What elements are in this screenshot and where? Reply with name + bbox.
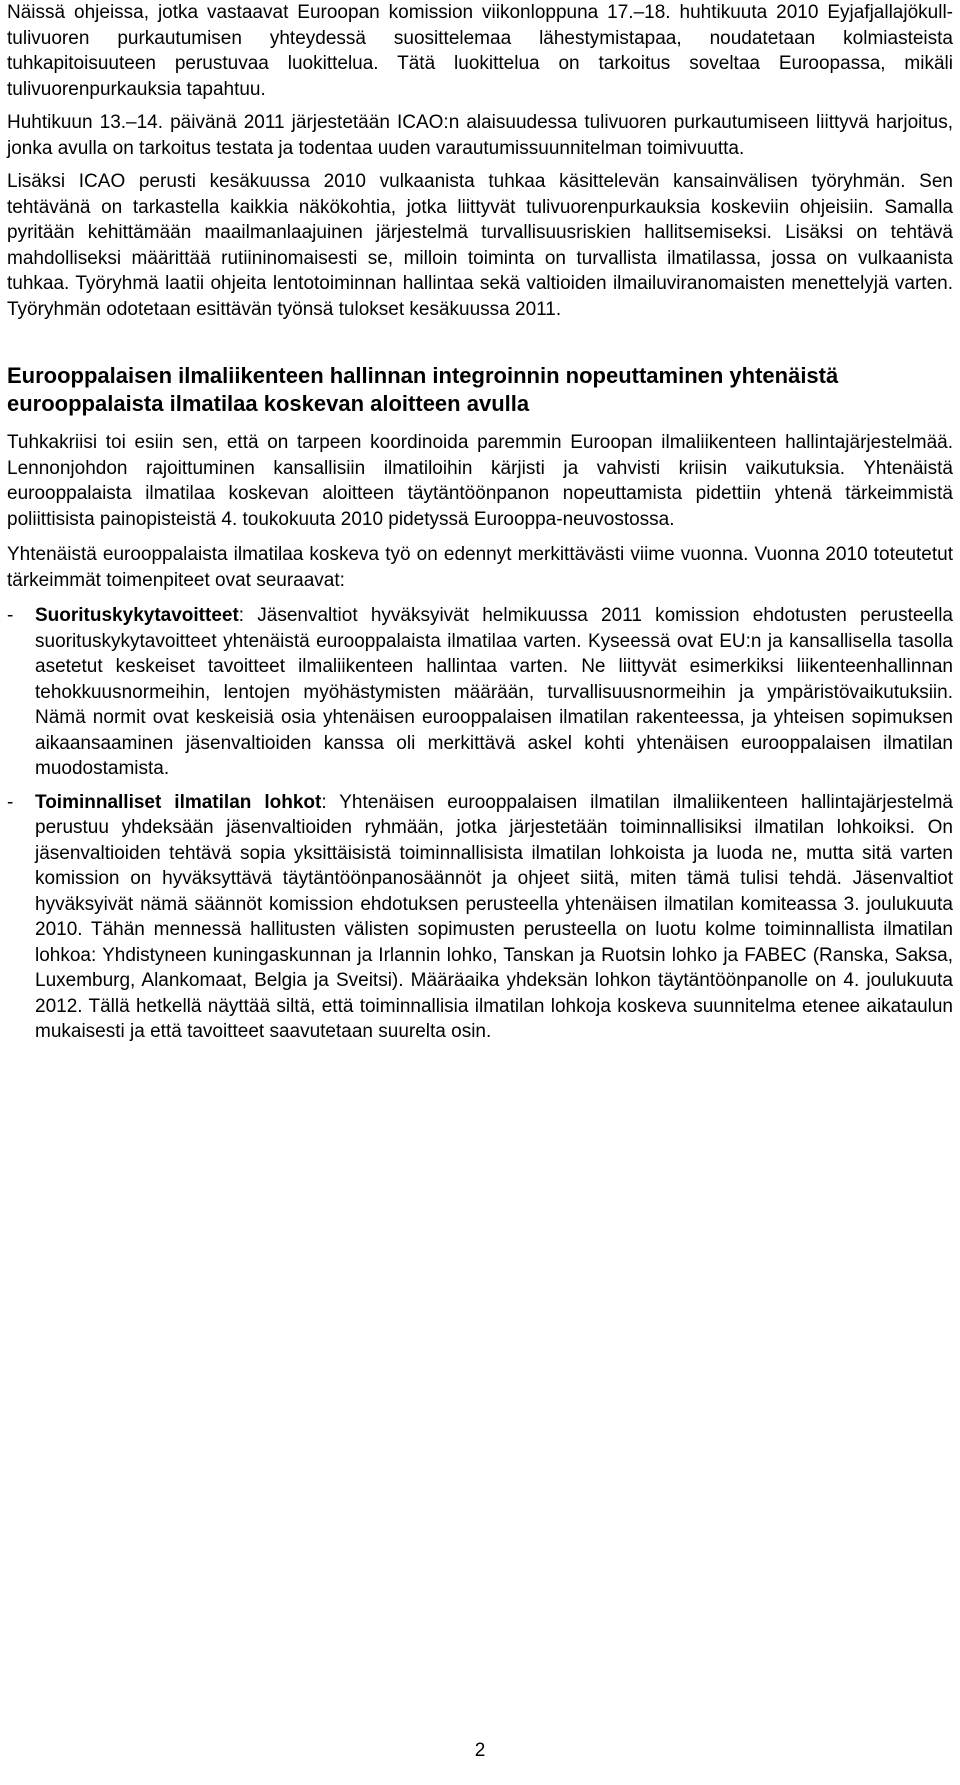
section-paragraph-1: Tuhkakriisi toi esiin sen, että on tarpeen koordinoida paremmin Euroopan ilmaliikenteen hallintajärjestelmää. Lennonjohdon rajoittuminen kansallisiin ilmatiloihin kärjisti ja vahvisti kriisin vaikutuksia. Yhtenäistä eurooppalaista ilmatilaa koskevan aloitteen täytäntöönpanon nopeuttamista pidettiin yhtenä tärkeimmistä poliittisista painopisteistä 4. toukokuuta 2010 pidetyssä Eurooppa-neuvostossa. xyxy=(7,432,953,530)
list-item-term: Toiminnalliset ilmatilan lohkot xyxy=(35,791,322,813)
intro-paragraph-1: Näissä ohjeissa, jotka vastaavat Euroopan komission viikonloppuna 17.–18. huhtikuuta 2010 Eyjafjallajökull-tulivuoren purkautumisen yhteydessä suosittelemaa lähestymistapaa, noudatetaan kolmiasteista tuhkapitoisuuteen perustuvaa luokittelua. Tätä luokittelua on tarkoitus soveltaa Euroopassa, mikäli tulivuorenpurkauksia tapahtuu. xyxy=(7,2,953,100)
list-item-term: Suorituskykytavoitteet xyxy=(35,605,239,626)
list-item-body: : Yhtenäisen eurooppalaisen ilmatilan ilmaliikenteen hallintajärjestelmä perustuu yhdeksään jäsenvaltioiden ryhmään, jotka järjestetään toiminnallisiksi ilmatilan lohkoiksi. On jäsenvaltioiden tehtävä sopia yksittäisistä toiminnallisista ilmatilan lohkoista ja luoda ne, mutta sitä varten komission on hyväksyttävä täytäntöönpanosäännöt ja ohjeet siitä, miten tämä tulisi tehdä. Jäsenvaltiot hyväksyivät nämä säännöt komission ehdotuksen perusteella yhtenäisen ilmatilan komiteassa 3. joulukuuta 2010. Tähän mennessä hallitusten välisten sopimusten perusteella on luotu kolme toiminnallista ilmatilan lohkoa: Yhdistyneen kuningaskunnan ja Irlannin lohko, Tanskan ja Ruotsin lohko ja FABEC (Ranska, Saksa, Luxemburg, Alankomaat, Belgia ja Sveitsi). Määräaika yhdeksän lohkon täytäntöönpanolle on 4. joulukuuta 2012. Tällä hetkellä näyttää siltä, että toiminnallisia ilmatilan lohkoja koskeva suunnitelma etenee aikataulun mukaisesti ja että tavoitteet saavutetaan suurelta osin. xyxy=(35,791,953,1042)
section-paragraph-2: Yhtenäistä eurooppalaista ilmatilaa koskeva työ on edennyt merkittävästi viime vuonna. Vuonna 2010 toteutetut tärkeimmät toimenpiteet ovat seuraavat: xyxy=(7,544,953,591)
list-dash: - xyxy=(7,791,14,813)
intro-paragraph-3: Lisäksi ICAO perusti kesäkuussa 2010 vulkaanista tuhkaa käsittelevän kansainvälisen työryhmän. Sen tehtävänä on tarkastella kaikkia näkökohtia, jotka liittyvät tulivuorenpurkauksia koskeviin ohjeisiin. Samalla pyritään kehittämään maailmanlaajuinen järjestelmä turvallisuusriskien hallitsemiseksi. Lisäksi on tehtävä mahdolliseksi määrittää rutiininomaisesti se, milloin toiminta on turvallista ilmatilassa, jossa on vulkaanista tuhkaa. Työryhmä laatii ohjeita lentotoiminnan hallintaa sekä valtioiden ilmailuviranomaisten menettelyjä varten. Työryhmän odotetaan esittävän työnsä tulokset kesäkuussa 2011. xyxy=(7,171,953,320)
intro-block xyxy=(7,0,953,322)
list-item-performance-targets xyxy=(7,603,953,782)
list-dash: - xyxy=(7,605,14,626)
list-item-text xyxy=(35,790,953,1045)
intro-paragraph-2: Huhtikuun 13.–14. päivänä 2011 järjestetään ICAO:n alaisuudessa tulivuoren purkautumiseen liittyvä harjoitus, jonka avulla on tarkoitus testata ja todentaa uuden varautumissuunnitelman toimivuutta. xyxy=(7,112,953,159)
page-number: 2 xyxy=(474,1740,486,1761)
list-item-body: : Jäsenvaltiot hyväksyivät helmikuussa 2011 komission ehdotusten perusteella suorituskykytavoitteet yhtenäistä eurooppalaista ilmatilaa varten. Kyseessä ovat EU:n ja kansallisella tasolla asetetut keskeiset tavoitteet ilmaliikenteen hallintaa varten. Ne liittyvät esimerkiksi liikenteenhallinnan tehokkuusnormeihin, lentojen myöhästymisten määrään, turvallisuusnormeihin ja ympäristövaikutuksiin. Nämä normit ovat keskeisiä osia yhtenäisen eurooppalaisen ilmatilan rakenteessa, ja yhteisen sopimuksen aikaansaaminen jäsenvaltioiden kanssa oli merkittävä askel kohti yhtenäisen eurooppalaisen ilmatilan muodostamista. xyxy=(35,605,953,779)
list-item-text xyxy=(35,603,953,782)
measures-list xyxy=(7,603,953,1045)
section-atm-integration xyxy=(7,362,953,1045)
list-item-functional-airspace-blocks xyxy=(7,790,953,1045)
section-heading: Eurooppalaisen ilmaliikenteen hallinnan integroinnin nopeuttaminen yhtenäistä eurooppalaista ilmatilaa koskevan aloitteen avulla xyxy=(7,363,839,416)
